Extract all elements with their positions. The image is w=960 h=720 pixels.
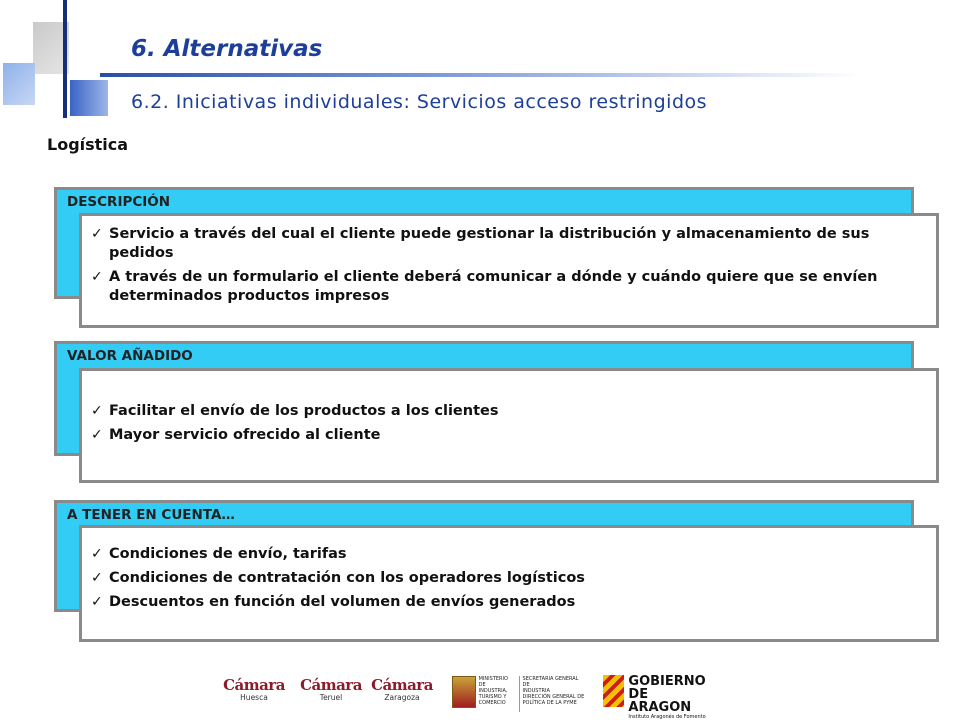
list-item-text: Descuentos en función del volumen de envíos generados [109,594,576,610]
logo-city: Teruel [319,693,343,702]
list-item-text: Servicio a través del cual el cliente puede gestionar la distribución y almacenamiento de sus pedidos [109,226,870,261]
list-item [91,225,924,263]
block-content-box [79,213,939,328]
camara-zaragoza-logo [366,676,438,702]
list-item-text: Condiciones de contratación con los operadores logísticos [109,570,585,586]
coat-of-arms-icon [452,676,476,708]
ministerio-line: MINISTERIO [478,676,508,682]
block-header-label: A TENER EN CUENTA… [67,507,235,523]
ministerio-line: DE INDUSTRIA, [478,682,508,694]
block-header-label: DESCRIPCIÓN [67,194,171,210]
block-descripcion [54,187,940,329]
block-content-box [79,368,939,483]
ministerio-industria-logo [452,676,586,712]
gobierno-aragon-logo [603,674,713,720]
list-item [91,426,924,445]
camara-huesca-logo [218,676,290,702]
checkmark-icon: ✓ [91,226,103,242]
block-valor-anadido [54,341,940,483]
secretaria-text [519,676,586,712]
checkmark-icon: ✓ [91,427,103,443]
checkmark-icon: ✓ [91,269,103,285]
ministerio-line: COMERCIO [478,700,506,706]
aragon-subtitle: Instituto Aragonés de Fomento [628,714,706,720]
ministerio-text [476,676,516,712]
list-item [91,593,924,612]
secretaria-line: POLÍTICA DE LA PYME [522,700,577,706]
list-item [91,402,924,421]
logo-name: Cámara [300,676,362,694]
logo-city: Huesca [240,693,268,702]
logo-name: Cámara [223,676,285,694]
checkmark-icon: ✓ [91,546,103,562]
block-content-box [79,525,939,642]
secretaria-line: SECRETARIA GENERAL DE [522,676,579,688]
checkmark-icon: ✓ [91,594,103,610]
aragon-line1: GOBIERNO [628,674,706,689]
slide-subtitle: 6.2. Iniciativas individuales: Servicios acceso restringidos [131,91,708,113]
list-item-text: Facilitar el envío de los productos a los clientes [109,403,499,419]
checkmark-icon: ✓ [91,403,103,419]
checkmark-icon: ✓ [91,570,103,586]
logo-city: Zaragoza [384,693,420,702]
list-item [91,268,924,306]
list-item-text: Mayor servicio ofrecido al cliente [109,427,381,443]
logo-name: Cámara [371,676,433,694]
slide-title: 6. Alternativas [131,36,323,62]
decorative-square-light-blue [3,63,35,105]
list-item [91,569,924,588]
aragon-text [624,674,713,720]
list-item-text: Condiciones de envío, tarifas [109,546,347,562]
aragon-flag-icon [603,675,624,707]
section-title: Logística [47,135,129,154]
secretaria-line: DIRECCIÓN GENERAL DE [522,694,585,700]
block-a-tener-en-cuenta [54,500,940,642]
secretaria-line: INDUSTRIA [522,688,550,694]
camara-teruel-logo [295,676,367,702]
ministerio-line: TURISMO Y [478,694,507,700]
decorative-horizontal-line [100,73,860,77]
list-item [91,545,924,564]
decorative-square-dark-blue [70,80,108,116]
decorative-vertical-line [63,0,67,118]
aragon-line2: DE ARAGON [628,687,692,715]
list-item-text: A través de un formulario el cliente deberá comunicar a dónde y cuándo quiere que se envíen determinados productos impresos [109,269,878,304]
block-header-label: VALOR AÑADIDO [67,348,193,364]
